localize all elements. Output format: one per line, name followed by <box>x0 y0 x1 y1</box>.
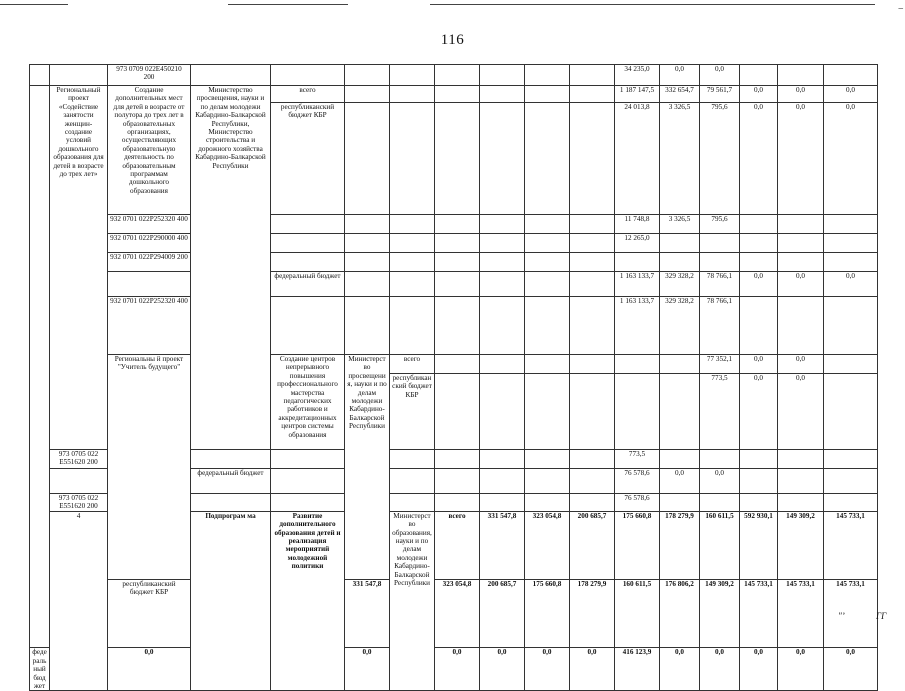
table-row <box>30 215 878 234</box>
source-label: республиканский бюджет КБР <box>108 580 191 648</box>
value-2022: 329 328,2 <box>660 297 700 355</box>
value-2021: 34 235,0 <box>615 65 660 86</box>
value-2015: 0,0 <box>108 648 191 691</box>
value-2023: 78 766,1 <box>700 297 740 355</box>
value-2025: 0,0 <box>778 272 824 297</box>
value-2017: 200 685,7 <box>570 511 615 579</box>
value-2020: 0,0 <box>570 648 615 691</box>
value-2021: 176 806,2 <box>660 580 700 648</box>
value-2022: 332 654,7 <box>660 86 700 103</box>
value-2021: 416 123,9 <box>615 648 660 691</box>
budget-code: 973 0709 022E450210 200 <box>108 65 191 86</box>
value-2021: 773,5 <box>615 450 660 469</box>
budget-code: 932 0701 022P252320 400 <box>108 215 191 234</box>
value-2021: 76 578,6 <box>615 469 660 494</box>
name-cell <box>50 65 108 86</box>
value-2023: 145 733,1 <box>740 580 778 648</box>
table-row <box>30 580 878 648</box>
value-2024: 0,0 <box>740 86 778 103</box>
table-row <box>30 272 878 297</box>
value-2023: 0,0 <box>778 374 824 450</box>
value-2024: 0,0 <box>740 648 778 691</box>
activity-name: Развитие дополнительного образования детей и реализация мероприятий молодежной политики <box>271 511 345 691</box>
value-2021: 12 265,0 <box>615 234 660 253</box>
activity-name: Создание центров непрерывного повышения профессионального мастерства педагогических работников и аккредитационных центров системы образования <box>271 355 345 450</box>
source-label: всего <box>390 355 435 374</box>
budget-code: 932 0701 022P290000 400 <box>108 234 191 253</box>
source-label: республиканский бюджет КБР <box>271 103 345 215</box>
value-2023: 0,0 <box>778 355 824 374</box>
value-2019: 0,0 <box>525 648 570 691</box>
budget-code: 932 0701 022P252320 400 <box>108 297 191 355</box>
value-2016: 323 054,8 <box>435 580 480 648</box>
value-2020: 160 611,5 <box>615 580 660 648</box>
value-2021: 1 163 133,7 <box>615 297 660 355</box>
value-2025: 0,0 <box>778 103 824 215</box>
budget-code: 973 0705 022 E551620 200 <box>50 450 108 469</box>
value-2023: 145 733,1 <box>824 511 878 579</box>
table-row <box>30 234 878 253</box>
table-row <box>30 253 878 272</box>
footer-mark-right: ГГ <box>876 611 887 621</box>
value-2018: 175 660,8 <box>615 511 660 579</box>
value-2022: 0,0 <box>660 65 700 86</box>
table-row <box>30 86 878 103</box>
value-2023: 795,6 <box>700 215 740 234</box>
value-2021: 77 352,1 <box>700 355 740 374</box>
value-2023: 795,6 <box>700 103 740 215</box>
value-2024: 0,0 <box>740 272 778 297</box>
source-label: федеральный бюджет <box>191 469 271 494</box>
value-2015: 331 547,8 <box>480 511 525 579</box>
value-2022: 329 328,2 <box>660 272 700 297</box>
value-2022: 0,0 <box>660 469 700 494</box>
value-2021: 24 013,8 <box>615 103 660 215</box>
value-2022: 149 309,2 <box>700 580 740 648</box>
top-rule-right <box>430 4 875 5</box>
value-2022: 0,0 <box>740 374 778 450</box>
source-label: федеральный бюджет <box>271 272 345 297</box>
table-row <box>30 65 878 86</box>
value-2022: 0,0 <box>740 355 778 374</box>
value-2023: 0,0 <box>700 65 740 86</box>
value-2021: 76 578,6 <box>615 494 660 512</box>
value-2023: 0,0 <box>700 648 740 691</box>
value-2025: 0,0 <box>778 648 824 691</box>
value-2019: 178 279,9 <box>660 511 700 579</box>
budget-table <box>29 64 878 691</box>
project-name: Региональны й проект "Учитель будущего" <box>108 355 191 580</box>
value-2018: 175 660,8 <box>525 580 570 648</box>
value-2019: 178 279,9 <box>570 580 615 648</box>
value-2021: 1 163 133,7 <box>615 272 660 297</box>
value-2026: 0,0 <box>824 103 878 215</box>
value-2017: 0,0 <box>435 648 480 691</box>
subprogram-name: Подпрограм ма <box>191 511 271 691</box>
index-cell <box>30 86 50 648</box>
table-row <box>30 355 878 374</box>
value-2021: 773,5 <box>700 374 740 450</box>
table-row <box>30 648 878 691</box>
value-2021: 11 748,8 <box>615 215 660 234</box>
activity-name: Создание дополнительных мест для детей в возрасте от полутора до трех лет в образовательных организациях, осуществляющих образовательную деятельность по образовательным программам дошкольного образования <box>108 86 191 215</box>
value-2020: 160 611,5 <box>700 511 740 579</box>
index-cell <box>30 65 50 86</box>
row-index: 4 <box>50 511 108 691</box>
value-2017: 200 685,7 <box>480 580 525 648</box>
source-label: республиканский бюджет КБР <box>390 374 435 450</box>
executor-name: Министерство образования, науки и по делам молодежи Кабардино-Балкарской Республики <box>390 511 435 691</box>
top-rule-left <box>0 4 68 5</box>
value-2015: 331 547,8 <box>345 580 390 648</box>
value-2024: 145 733,1 <box>778 580 824 648</box>
source-label: всего <box>271 86 345 103</box>
table-row <box>30 297 878 355</box>
executor-cell <box>191 65 271 86</box>
page-number: 116 <box>440 32 465 48</box>
executor-name: Министерство просвещения, науки и по делам молодежи Кабардино-Балкарской Республики <box>345 355 390 580</box>
budget-code: 932 0701 022P294009 200 <box>108 253 191 272</box>
value-2022: 3 326,5 <box>660 103 700 215</box>
value-2026: 0,0 <box>824 272 878 297</box>
value-2023: 78 766,1 <box>700 272 740 297</box>
budget-code: 973 0705 022 E551620 200 <box>50 494 108 512</box>
value-2016: 0,0 <box>345 648 390 691</box>
value-2022: 0,0 <box>660 648 700 691</box>
value-2024: 0,0 <box>740 103 778 215</box>
value-2026: 0,0 <box>824 86 878 103</box>
project-name: Региональный проект «Содействие занятости женщин-создание условий дошкольного образования для детей в возрасте до трех лет» <box>50 86 108 450</box>
value-2023: 79 561,7 <box>700 86 740 103</box>
value-2023: 0,0 <box>700 469 740 494</box>
value-2025: 0,0 <box>778 86 824 103</box>
corner-mark: _ <box>898 0 903 10</box>
footer-mark-left: "’ <box>838 611 845 621</box>
value-2018: 0,0 <box>480 648 525 691</box>
source-label: всего <box>435 511 480 579</box>
value-2022: 3 326,5 <box>660 215 700 234</box>
value-2025: 145 733,1 <box>824 580 878 648</box>
value-2016: 323 054,8 <box>525 511 570 579</box>
source-cell <box>271 65 345 86</box>
source-label: федеральный бюджет <box>30 648 50 691</box>
top-rule-mid <box>228 4 348 5</box>
value-2021: 1 187 147,5 <box>615 86 660 103</box>
value-2021: 592 930,1 <box>740 511 778 579</box>
value-2026: 0,0 <box>824 648 878 691</box>
value-2022: 149 309,2 <box>778 511 824 579</box>
executor-name: Министерство просвещения, науки и по делам молодежи Кабардино-Балкарской Республики, Министерство строительства и дорожного хозяйства Кабардино-Балкарской Республики <box>191 86 271 450</box>
